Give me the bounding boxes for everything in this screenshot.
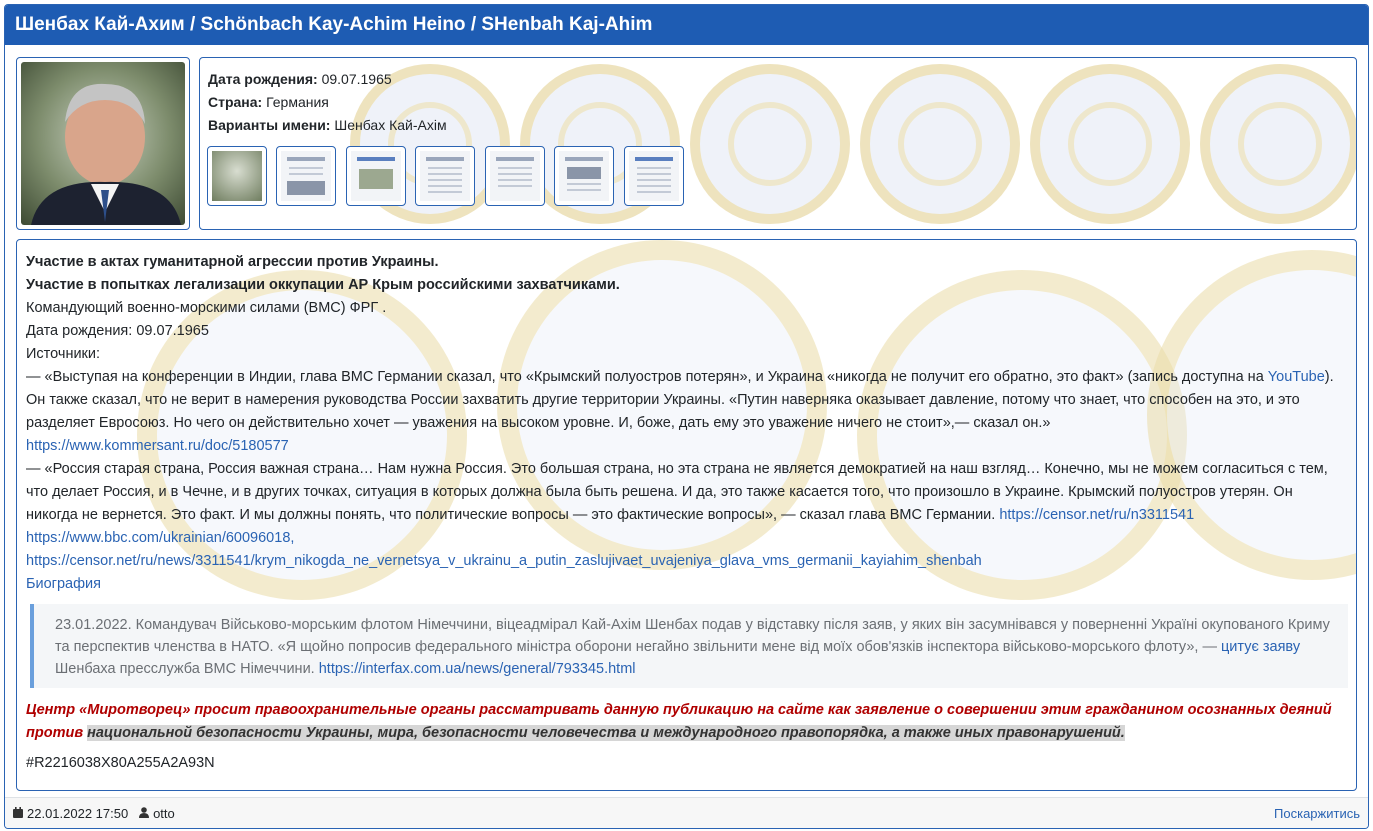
thumbnail[interactable] xyxy=(276,146,336,206)
thumbnail[interactable] xyxy=(346,146,406,206)
thumbnail[interactable] xyxy=(485,146,545,206)
article-text xyxy=(26,251,1348,775)
thumbnail-strip xyxy=(207,146,689,206)
quote-link[interactable]: цитує заяву xyxy=(1220,639,1301,655)
country-row xyxy=(208,91,447,114)
thumbnail[interactable] xyxy=(554,146,614,206)
dob-value: 09.07.1965 xyxy=(321,71,392,87)
watermark-seal-icon xyxy=(860,64,1020,224)
country-label: Страна: xyxy=(208,94,263,110)
source-text: — «Выступая на конференции в Индии, глава ВМС Германии сказал, что «Крымский полуостров потерян», и Украина «никогда не получит его обратно, это факт» (запись доступна на xyxy=(26,369,1268,385)
profile-photo[interactable] xyxy=(21,62,185,225)
position-line: Командующий военно-морскими силами (ВМС) ФРГ . xyxy=(26,300,387,316)
source-link-bbc[interactable]: https://www.bbc.com/ukrainian/60096018, xyxy=(26,530,295,546)
thumbnail[interactable] xyxy=(207,146,267,206)
watermark-seal-icon xyxy=(1200,64,1357,224)
accusation-line: Участие в попытках легализации оккупации АР Крым российскими захватчиками. xyxy=(26,277,620,293)
card-footer xyxy=(5,797,1368,829)
dob-row xyxy=(208,68,447,91)
user-icon xyxy=(139,798,149,829)
dob-line: Дата рождения: 09.07.1965 xyxy=(26,323,209,339)
calendar-icon xyxy=(13,798,23,829)
warning-text: Центр «Миротворец» просит правоохранительные органы рассматривать данную публикацию на сайте как заявление о совершении этим гражданином осознанных деяний против xyxy=(26,702,1332,741)
warning-notice xyxy=(26,699,1348,745)
thumbnail[interactable] xyxy=(624,146,684,206)
source-link-censor[interactable]: https://censor.net/ru/n3311541 xyxy=(999,507,1195,523)
quote-text: 23.01.2022. Командувач Військово-морським флотом Німеччини, віцеадмірал Кай-Ахім Шенбах подав у відставку після заяв, у яких він засумнівався у поверненні Україні окупованого Криму та перспектив членства в НАТО. «Я щойно попросив федерального міністра оборони негайно звільнити мене від моїх обов'язків інспектора військово-морського флоту», — xyxy=(55,617,1330,655)
update-quote xyxy=(30,604,1348,688)
complain-link[interactable]: Поскаржитись xyxy=(1274,806,1360,821)
names-value: Шенбах Кай-Ахім xyxy=(334,117,447,133)
person-image xyxy=(21,62,185,225)
info-lines xyxy=(208,68,447,137)
names-row xyxy=(208,114,447,137)
quote-text: Шенбаха пресслужба ВМС Німеччини. xyxy=(55,661,319,677)
source-paragraph xyxy=(26,458,1348,527)
photo-frame[interactable] xyxy=(16,57,190,230)
watermark-seal-icon xyxy=(1030,64,1190,224)
record-hash: #R2216038X80A255A2A93N xyxy=(26,755,215,771)
page-title: Шенбах Кай-Ахим / Schönbach Kay-Achim Heino / SHenbah Kaj-Ahim xyxy=(5,5,1368,45)
sources-heading: Источники: xyxy=(26,346,101,362)
footer-meta xyxy=(13,798,175,829)
biography-link[interactable]: Биография xyxy=(26,576,101,592)
content-panel xyxy=(16,239,1357,791)
source-paragraph xyxy=(26,366,1348,435)
source-text: — «Россия старая страна, Россия важная страна… Нам нужна Россия. Это большая страна, но эта страна не является демократией на наш взгляд… Конечно, мы не можем согласиться с тем, что делает Россия, и в Чечне, и в других точках, ситуация в которых должна была быть решена. И да, это также касается того, что произошло в Украине. Крымский полуостров утерян. Он никогда не вернется. Это факт. И мы должны понять, что политические вопросы — это фактические вопросы», — сказал глава ВМС Германии. xyxy=(26,461,1328,523)
source-text: ). Он также сказал, что не верит в намерения руководства России захватить другие территории Украины. «Путин наверняка оказывает давление, потому что знает, что способен на это, и это разделяет Евросоюз. Но чего он действительно хочет — уважения на высоком уровне. И, боже, дать ему это уважение ничего не стоит»,— сказал он.» xyxy=(26,369,1334,431)
youtube-link[interactable]: YouTube xyxy=(1267,369,1325,385)
accusation-line: Участие в актах гуманитарной агрессии против Украины. xyxy=(26,254,439,270)
interfax-link[interactable]: https://interfax.com.ua/news/general/793345.html xyxy=(318,661,636,677)
post-author: otto xyxy=(153,806,175,821)
thumbnail[interactable] xyxy=(415,146,475,206)
profile-summary xyxy=(16,57,1357,230)
source-link-kommersant[interactable]: https://www.kommersant.ru/doc/5180577 xyxy=(26,438,289,454)
watermark-seal-icon xyxy=(690,64,850,224)
source-link-censor-full[interactable]: https://censor.net/ru/news/3311541/krym_nikogda_ne_vernetsya_v_ukrainu_a_putin_zaslujivaet_uvajeniya_glava_vms_germanii_kayiahim_shenbah xyxy=(26,553,982,569)
post-date: 22.01.2022 17:50 xyxy=(27,806,129,821)
profile-card xyxy=(4,4,1369,829)
dob-label: Дата рождения: xyxy=(208,71,318,87)
country-value: Германия xyxy=(266,94,329,110)
warning-highlight: национальной безопасности Украины, мира, безопасности человечества и международного правопорядка, а также иных правонарушений. xyxy=(87,725,1125,741)
info-panel xyxy=(199,57,1357,230)
names-label: Варианты имени: xyxy=(208,117,331,133)
